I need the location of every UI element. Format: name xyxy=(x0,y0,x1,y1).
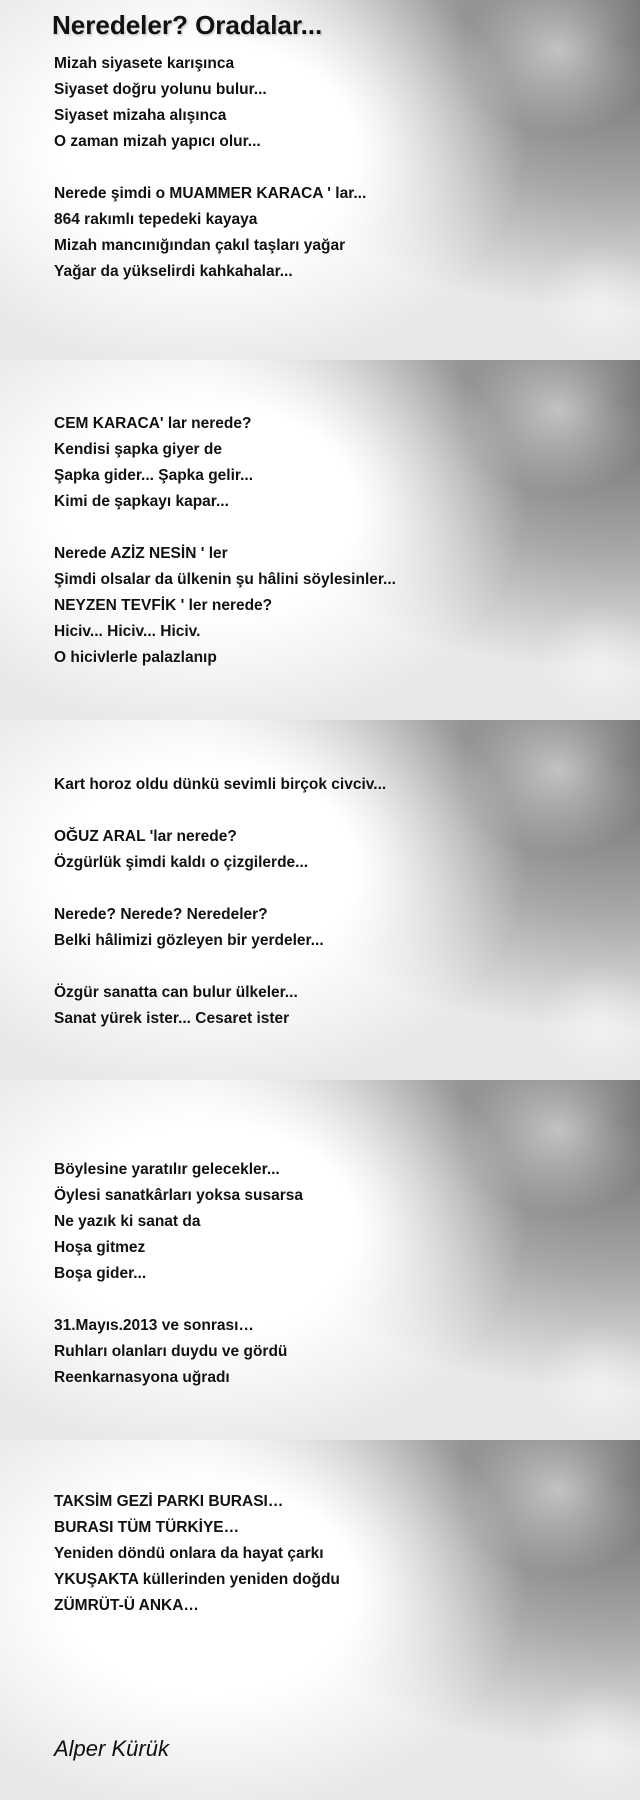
poem-line: Şimdi olsalar da ülkenin şu hâlini söylesinler... xyxy=(54,571,396,588)
poem-line: 864 rakımlı tepedeki kayaya xyxy=(54,211,258,228)
poem-line: Mizah mancınığından çakıl taşları yağar xyxy=(54,237,346,254)
poem-title: Neredeler? Oradalar... xyxy=(52,10,323,40)
stanza xyxy=(54,1489,340,1619)
stanza xyxy=(54,411,253,515)
stanza xyxy=(54,1157,303,1287)
poem-line: Siyaset doğru yolunu bulur... xyxy=(54,81,267,98)
poem-line: Hoşa gitmez xyxy=(54,1239,146,1256)
poem-line: Böylesine yaratılır gelecekler... xyxy=(54,1161,280,1178)
poem-line: Özgür sanatta can bulur ülkeler... xyxy=(54,984,298,1001)
poem-line: 31.Mayıs.2013 ve sonrası… xyxy=(54,1317,254,1334)
poem-line: Kart horoz oldu dünkü sevimli birçok civciv... xyxy=(54,776,387,793)
poem-line: TAKSİM GEZİ PARKI BURASI… xyxy=(54,1493,284,1510)
poem-line: Boşa gider... xyxy=(54,1265,147,1282)
stanza xyxy=(54,181,366,285)
poem-line: ZÜMRÜT-Ü ANKA… xyxy=(54,1597,199,1614)
poem-line: Yeniden döndü onlara da hayat çarkı xyxy=(54,1545,324,1562)
poem-line: Özgürlük şimdi kaldı o çizgilerde... xyxy=(54,854,309,871)
poem-line: Hiciv... Hiciv... Hiciv. xyxy=(54,623,201,640)
poem-line: O zaman mizah yapıcı olur... xyxy=(54,133,261,150)
poem-line: Ne yazık ki sanat da xyxy=(54,1213,201,1230)
poem-line: Nerede AZİZ NESİN ' ler xyxy=(54,545,228,562)
stanza xyxy=(54,824,308,876)
poem-line: BURASI TÜM TÜRKİYE… xyxy=(54,1519,240,1536)
poem-line: Siyaset mizaha alışınca xyxy=(54,107,227,124)
stanza xyxy=(54,51,267,155)
stanza xyxy=(54,772,386,798)
poem-line: YKUŞAKTA küllerinden yeniden doğdu xyxy=(54,1571,340,1588)
stanza xyxy=(54,902,324,954)
poem-line: Kimi de şapkayı kapar... xyxy=(54,493,229,510)
poem-line: Reenkarnasyona uğradı xyxy=(54,1369,230,1386)
stanza xyxy=(54,541,396,671)
poem-line: Yağar da yükselirdi kahkahalar... xyxy=(54,263,293,280)
poem-line: Şapka gider... Şapka gelir... xyxy=(54,467,254,484)
poem-line: Öylesi sanatkârları yoksa susarsa xyxy=(54,1187,304,1204)
poem-line: Nerede? Nerede? Neredeler? xyxy=(54,906,268,923)
poem-line: CEM KARACA' lar nerede? xyxy=(54,415,252,432)
poem-line: Ruhları olanları duydu ve gördü xyxy=(54,1343,288,1360)
stanza xyxy=(54,980,298,1032)
stanza xyxy=(54,1313,287,1391)
poem-line: Nerede şimdi o MUAMMER KARACA ' lar... xyxy=(54,185,367,202)
author-name: Alper Kürük xyxy=(54,1736,169,1761)
poem-line: O hicivlerle palazlanıp xyxy=(54,649,217,666)
poem-line: OĞUZ ARAL 'lar nerede? xyxy=(54,828,237,845)
poem-line: Sanat yürek ister... Cesaret ister xyxy=(54,1010,290,1027)
poem-line: NEYZEN TEVFİK ' ler nerede? xyxy=(54,597,273,614)
poem-line: Mizah siyasete karışınca xyxy=(54,55,235,72)
poem-line: Kendisi şapka giyer de xyxy=(54,441,222,458)
poem-line: Belki hâlimizi gözleyen bir yerdeler... xyxy=(54,932,324,949)
